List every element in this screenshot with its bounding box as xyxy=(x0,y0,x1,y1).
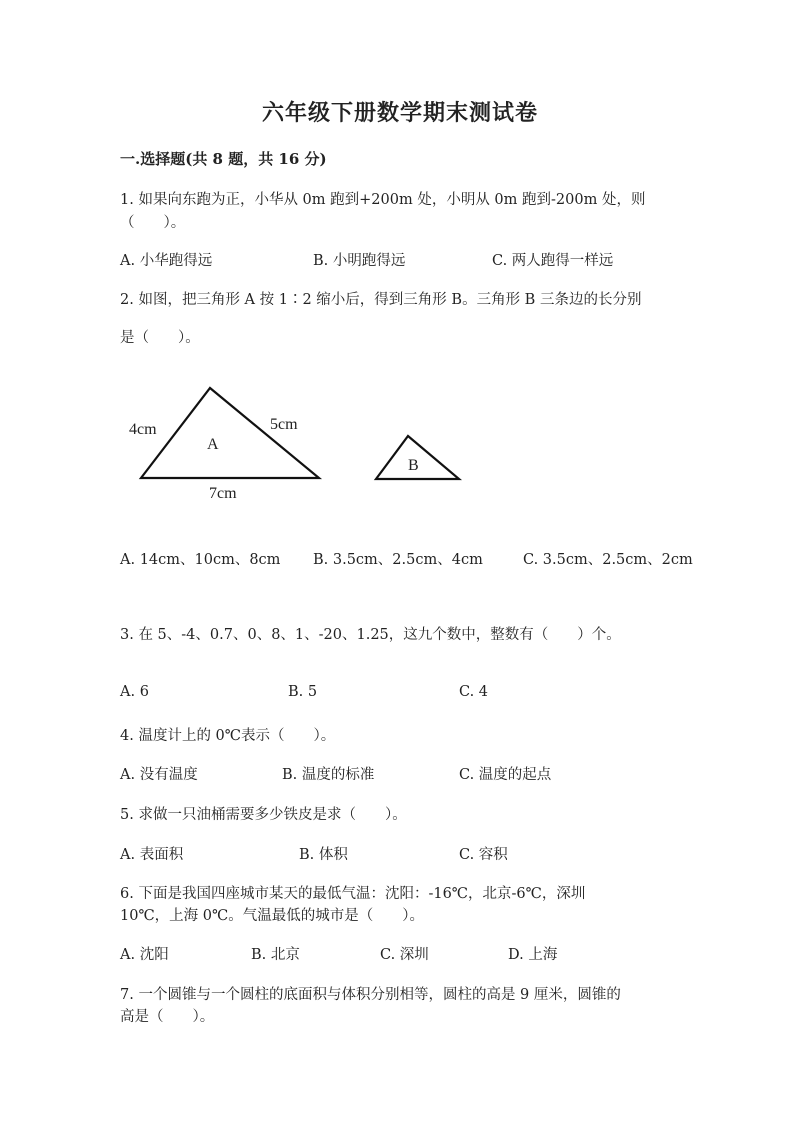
question-1-text: 1. 如果向东跑为正，小华从 0m 跑到+200m 处，小明从 0m 跑到-200m 处，则 xyxy=(120,192,646,208)
question-6-option-a: A. 沈阳 xyxy=(120,947,169,963)
question-6-option-c: C. 深圳 xyxy=(380,947,429,963)
question-6-option-d: D. 上海 xyxy=(508,947,558,963)
question-7-text: 7. 一个圆锥与一个圆柱的底面积与体积分别相等，圆柱的高是 9 厘米，圆锥的 xyxy=(120,987,621,1003)
question-5-option-b: B. 体积 xyxy=(299,847,348,863)
question-4-option-a: A. 没有温度 xyxy=(120,767,198,783)
question-3-option-a: A. 6 xyxy=(120,684,149,700)
question-4-text: 4. 温度计上的 0℃表示（ ）。 xyxy=(120,728,336,744)
question-6-text-cont: 10℃，上海 0℃。气温最低的城市是（ ）。 xyxy=(120,908,424,924)
question-5-option-a: A. 表面积 xyxy=(120,847,184,863)
question-4-option-b: B. 温度的标准 xyxy=(282,767,375,783)
question-1-option-c: C. 两人跑得一样远 xyxy=(492,253,614,269)
triangle-a-name-label: A xyxy=(207,436,219,453)
page-title: 六年级下册数学期末测试卷 xyxy=(261,100,538,126)
question-1-option-a: A. 小华跑得远 xyxy=(120,253,213,269)
question-4-option-c: C. 温度的起点 xyxy=(459,767,552,783)
section-heading: 一.选择题(共 8 题，共 16 分) xyxy=(120,150,327,168)
question-3-text: 3. 在 5、-4、0.7、0、8、1、-20、1.25，这九个数中，整数有（ ）个。 xyxy=(120,627,621,643)
question-5-option-c: C. 容积 xyxy=(459,847,508,863)
question-1-option-b: B. 小明跑得远 xyxy=(313,253,406,269)
triangle-b-name-label: B xyxy=(408,457,419,474)
question-2-text-cont: 是（ ）。 xyxy=(120,330,200,346)
triangle-a-base-label: 7cm xyxy=(209,485,237,502)
question-2-option-b: B. 3.5cm、2.5cm、4cm xyxy=(313,552,483,568)
question-2-text: 2. 如图，把三角形 A 按 1∶2 缩小后，得到三角形 B。三角形 B 三条边的长分别 xyxy=(120,292,642,308)
question-1-text-cont: （ ）。 xyxy=(120,215,186,231)
question-6-text: 6. 下面是我国四座城市某天的最低气温：沈阳：-16℃，北京-6℃，深圳 xyxy=(120,886,586,902)
triangle-a-left-side-label: 4cm xyxy=(129,421,157,438)
question-2-option-a: A. 14cm、10cm、8cm xyxy=(120,552,281,568)
question-3-option-b: B. 5 xyxy=(288,684,318,700)
question-3-option-c: C. 4 xyxy=(459,684,489,700)
question-6-option-b: B. 北京 xyxy=(251,947,300,963)
question-5-text: 5. 求做一只油桶需要多少铁皮是求（ ）。 xyxy=(120,807,407,823)
triangle-a-right-side-label: 5cm xyxy=(270,416,298,433)
question-7-text-cont: 高是（ ）。 xyxy=(120,1009,215,1025)
question-2-option-c: C. 3.5cm、2.5cm、2cm xyxy=(523,552,693,568)
